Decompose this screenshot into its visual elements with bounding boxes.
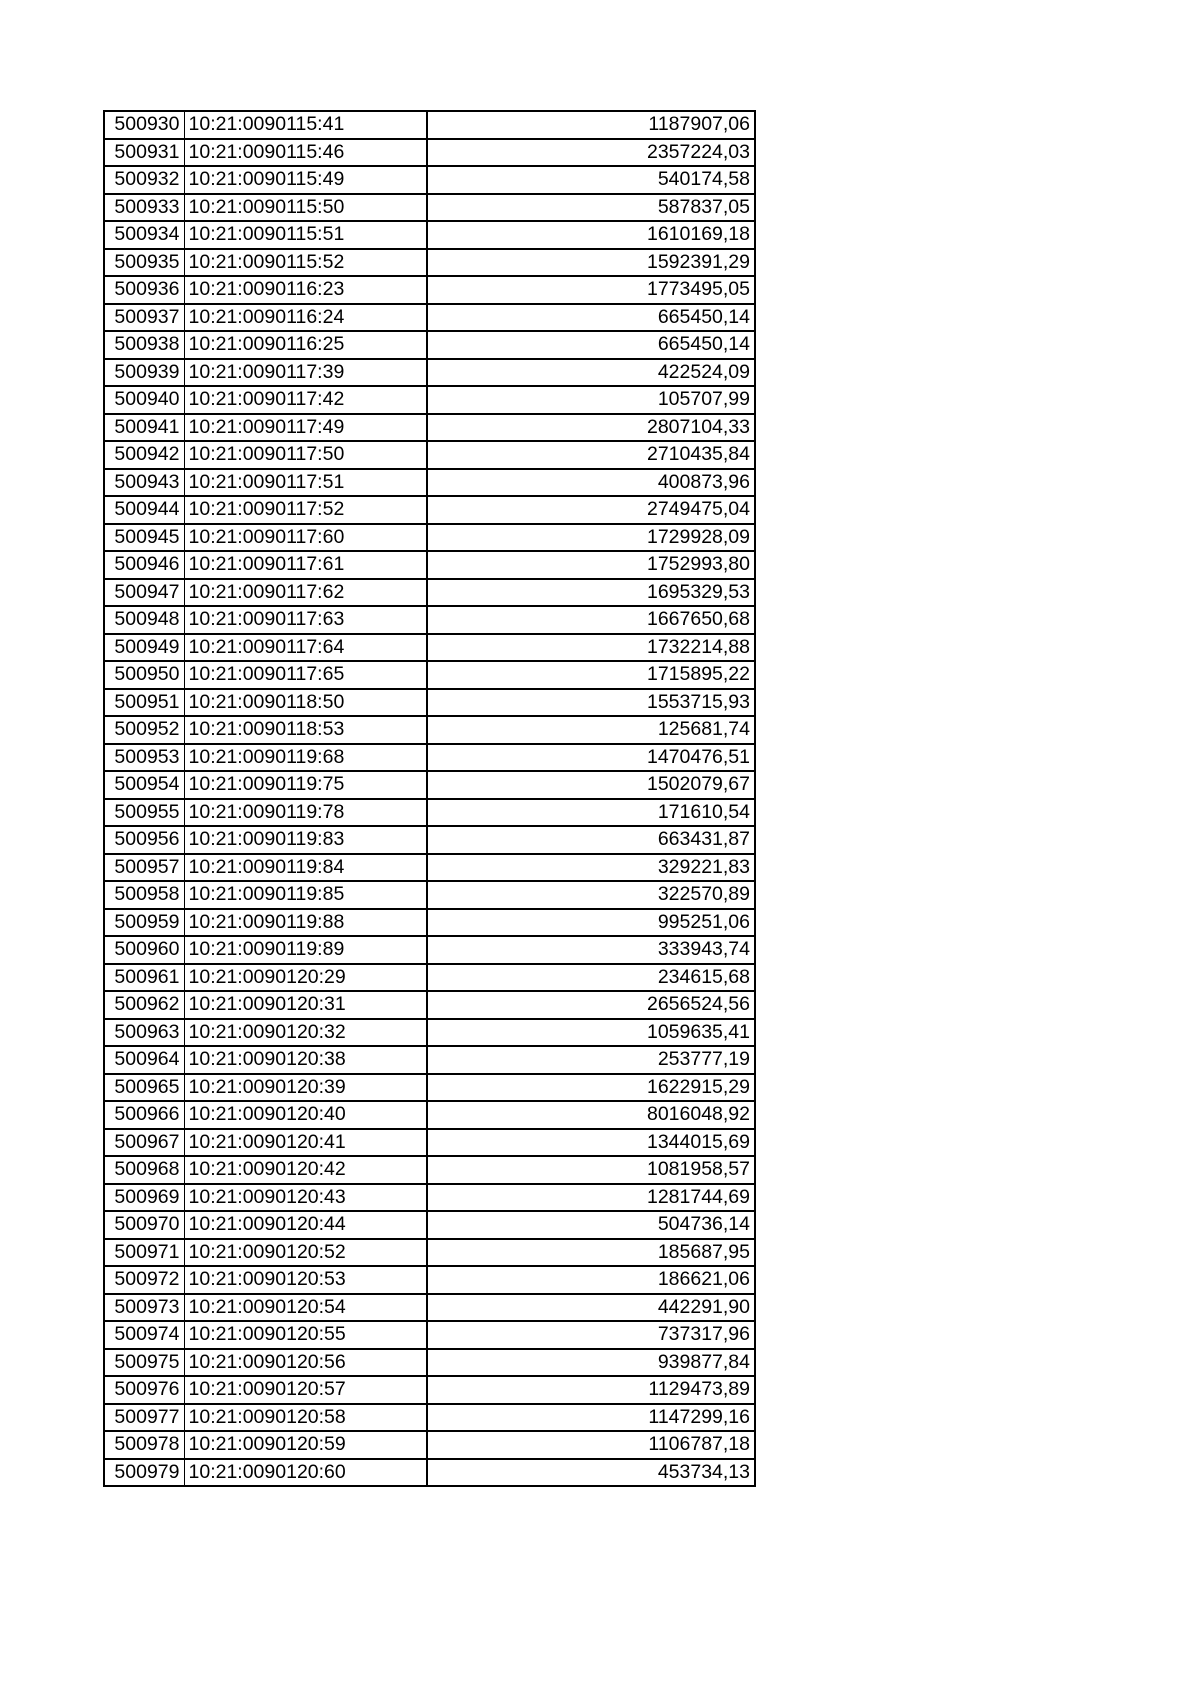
table-body: [104, 111, 755, 1486]
amount-cell: 1715895,22: [427, 661, 755, 689]
table-row: [104, 1349, 755, 1377]
cadastral-number-cell: 10:21:0090119:83: [184, 826, 427, 854]
cadastral-number-cell: 10:21:0090117:63: [184, 606, 427, 634]
table-row: [104, 139, 755, 167]
table-row: [104, 1074, 755, 1102]
amount-cell: 1732214,88: [427, 634, 755, 662]
amount-cell: 540174,58: [427, 166, 755, 194]
row-id-cell: 500967: [104, 1129, 184, 1157]
amount-cell: 1129473,89: [427, 1376, 755, 1404]
cadastral-number-cell: 10:21:0090117:61: [184, 551, 427, 579]
amount-cell: 1344015,69: [427, 1129, 755, 1157]
row-id-cell: 500961: [104, 964, 184, 992]
cadastral-number-cell: 10:21:0090120:58: [184, 1404, 427, 1432]
row-id-cell: 500956: [104, 826, 184, 854]
table-row: [104, 991, 755, 1019]
row-id-cell: 500940: [104, 386, 184, 414]
table-row: [104, 1101, 755, 1129]
cadastral-number-cell: 10:21:0090119:84: [184, 854, 427, 882]
table-row: [104, 414, 755, 442]
table-row: [104, 716, 755, 744]
amount-cell: 1187907,06: [427, 111, 755, 139]
cadastral-number-cell: 10:21:0090120:39: [184, 1074, 427, 1102]
cadastral-number-cell: 10:21:0090117:49: [184, 414, 427, 442]
row-id-cell: 500972: [104, 1266, 184, 1294]
row-id-cell: 500977: [104, 1404, 184, 1432]
cadastral-number-cell: 10:21:0090115:49: [184, 166, 427, 194]
cadastral-number-cell: 10:21:0090120:55: [184, 1321, 427, 1349]
table-row: [104, 1459, 755, 1487]
cadastral-number-cell: 10:21:0090116:23: [184, 276, 427, 304]
cadastral-number-cell: 10:21:0090120:32: [184, 1019, 427, 1047]
amount-cell: 1592391,29: [427, 249, 755, 277]
amount-cell: 442291,90: [427, 1294, 755, 1322]
table-row: [104, 111, 755, 139]
table-row: [104, 1019, 755, 1047]
row-id-cell: 500942: [104, 441, 184, 469]
table-row: [104, 1046, 755, 1074]
row-id-cell: 500954: [104, 771, 184, 799]
row-id-cell: 500968: [104, 1156, 184, 1184]
table-row: [104, 854, 755, 882]
amount-cell: 737317,96: [427, 1321, 755, 1349]
cadastral-number-cell: 10:21:0090120:57: [184, 1376, 427, 1404]
cadastral-number-cell: 10:21:0090115:52: [184, 249, 427, 277]
cadastral-number-cell: 10:21:0090120:41: [184, 1129, 427, 1157]
row-id-cell: 500950: [104, 661, 184, 689]
row-id-cell: 500979: [104, 1459, 184, 1487]
cadastral-number-cell: 10:21:0090120:38: [184, 1046, 427, 1074]
table-row: [104, 1156, 755, 1184]
cadastral-number-cell: 10:21:0090119:75: [184, 771, 427, 799]
document-page: [103, 110, 756, 1487]
row-id-cell: 500947: [104, 579, 184, 607]
table-row: [104, 469, 755, 497]
cadastral-number-cell: 10:21:0090117:42: [184, 386, 427, 414]
table-row: [104, 799, 755, 827]
amount-cell: 400873,96: [427, 469, 755, 497]
table-row: [104, 1211, 755, 1239]
cadastral-number-cell: 10:21:0090119:89: [184, 936, 427, 964]
row-id-cell: 500943: [104, 469, 184, 497]
table-row: [104, 936, 755, 964]
cadastral-number-cell: 10:21:0090119:68: [184, 744, 427, 772]
table-row: [104, 661, 755, 689]
table-row: [104, 359, 755, 387]
row-id-cell: 500933: [104, 194, 184, 222]
amount-cell: 1773495,05: [427, 276, 755, 304]
table-row: [104, 304, 755, 332]
amount-cell: 1622915,29: [427, 1074, 755, 1102]
table-row: [104, 881, 755, 909]
cadastral-number-cell: 10:21:0090117:62: [184, 579, 427, 607]
amount-cell: 253777,19: [427, 1046, 755, 1074]
cadastral-number-cell: 10:21:0090120:52: [184, 1239, 427, 1267]
cadastral-number-cell: 10:21:0090115:51: [184, 221, 427, 249]
amount-cell: 665450,14: [427, 331, 755, 359]
row-id-cell: 500955: [104, 799, 184, 827]
amount-cell: 1470476,51: [427, 744, 755, 772]
amount-cell: 1752993,80: [427, 551, 755, 579]
table-row: [104, 634, 755, 662]
cadastral-number-cell: 10:21:0090116:25: [184, 331, 427, 359]
row-id-cell: 500958: [104, 881, 184, 909]
table-row: [104, 524, 755, 552]
row-id-cell: 500964: [104, 1046, 184, 1074]
row-id-cell: 500976: [104, 1376, 184, 1404]
table-row: [104, 441, 755, 469]
amount-cell: 939877,84: [427, 1349, 755, 1377]
table-row: [104, 386, 755, 414]
row-id-cell: 500960: [104, 936, 184, 964]
row-id-cell: 500953: [104, 744, 184, 772]
row-id-cell: 500936: [104, 276, 184, 304]
table-row: [104, 1431, 755, 1459]
amount-cell: 125681,74: [427, 716, 755, 744]
row-id-cell: 500971: [104, 1239, 184, 1267]
amount-cell: 1502079,67: [427, 771, 755, 799]
amount-cell: 333943,74: [427, 936, 755, 964]
table-row: [104, 166, 755, 194]
cadastral-number-cell: 10:21:0090115:50: [184, 194, 427, 222]
cadastral-number-cell: 10:21:0090120:29: [184, 964, 427, 992]
table-row: [104, 1321, 755, 1349]
cadastral-number-cell: 10:21:0090118:50: [184, 689, 427, 717]
cadastral-number-cell: 10:21:0090115:46: [184, 139, 427, 167]
row-id-cell: 500957: [104, 854, 184, 882]
row-id-cell: 500973: [104, 1294, 184, 1322]
row-id-cell: 500934: [104, 221, 184, 249]
table-row: [104, 194, 755, 222]
amount-cell: 1147299,16: [427, 1404, 755, 1432]
table-row: [104, 1129, 755, 1157]
row-id-cell: 500969: [104, 1184, 184, 1212]
table-row: [104, 1184, 755, 1212]
table-row: [104, 964, 755, 992]
amount-cell: 105707,99: [427, 386, 755, 414]
row-id-cell: 500941: [104, 414, 184, 442]
row-id-cell: 500965: [104, 1074, 184, 1102]
amount-cell: 995251,06: [427, 909, 755, 937]
amount-cell: 1667650,68: [427, 606, 755, 634]
table-row: [104, 551, 755, 579]
cadastral-number-cell: 10:21:0090117:39: [184, 359, 427, 387]
amount-cell: 2656524,56: [427, 991, 755, 1019]
table-row: [104, 689, 755, 717]
table-row: [104, 826, 755, 854]
row-id-cell: 500974: [104, 1321, 184, 1349]
table-row: [104, 496, 755, 524]
cadastral-number-cell: 10:21:0090120:56: [184, 1349, 427, 1377]
amount-cell: 322570,89: [427, 881, 755, 909]
row-id-cell: 500963: [104, 1019, 184, 1047]
table-row: [104, 744, 755, 772]
table-row: [104, 276, 755, 304]
amount-cell: 2710435,84: [427, 441, 755, 469]
amount-cell: 2749475,04: [427, 496, 755, 524]
cadastral-number-cell: 10:21:0090117:51: [184, 469, 427, 497]
amount-cell: 234615,68: [427, 964, 755, 992]
amount-cell: 1729928,09: [427, 524, 755, 552]
table-row: [104, 1376, 755, 1404]
cadastral-number-cell: 10:21:0090117:50: [184, 441, 427, 469]
table-row: [104, 1404, 755, 1432]
amount-cell: 422524,09: [427, 359, 755, 387]
cadastral-number-cell: 10:21:0090119:85: [184, 881, 427, 909]
row-id-cell: 500962: [104, 991, 184, 1019]
amount-cell: 1281744,69: [427, 1184, 755, 1212]
row-id-cell: 500932: [104, 166, 184, 194]
cadastral-number-cell: 10:21:0090117:65: [184, 661, 427, 689]
row-id-cell: 500945: [104, 524, 184, 552]
cadastral-number-cell: 10:21:0090117:64: [184, 634, 427, 662]
cadastral-number-cell: 10:21:0090120:31: [184, 991, 427, 1019]
row-id-cell: 500975: [104, 1349, 184, 1377]
cadastral-number-cell: 10:21:0090119:78: [184, 799, 427, 827]
table-row: [104, 909, 755, 937]
row-id-cell: 500948: [104, 606, 184, 634]
amount-cell: 329221,83: [427, 854, 755, 882]
amount-cell: 186621,06: [427, 1266, 755, 1294]
amount-cell: 587837,05: [427, 194, 755, 222]
cadastral-number-cell: 10:21:0090116:24: [184, 304, 427, 332]
row-id-cell: 500949: [104, 634, 184, 662]
row-id-cell: 500951: [104, 689, 184, 717]
cadastral-number-cell: 10:21:0090115:41: [184, 111, 427, 139]
row-id-cell: 500978: [104, 1431, 184, 1459]
amount-cell: 504736,14: [427, 1211, 755, 1239]
row-id-cell: 500930: [104, 111, 184, 139]
cadastral-number-cell: 10:21:0090117:52: [184, 496, 427, 524]
table-row: [104, 1294, 755, 1322]
amount-cell: 2357224,03: [427, 139, 755, 167]
row-id-cell: 500970: [104, 1211, 184, 1239]
amount-cell: 1081958,57: [427, 1156, 755, 1184]
cadastral-number-cell: 10:21:0090120:40: [184, 1101, 427, 1129]
row-id-cell: 500931: [104, 139, 184, 167]
table-row: [104, 221, 755, 249]
amount-cell: 171610,54: [427, 799, 755, 827]
amount-cell: 453734,13: [427, 1459, 755, 1487]
amount-cell: 1695329,53: [427, 579, 755, 607]
amount-cell: 1106787,18: [427, 1431, 755, 1459]
row-id-cell: 500937: [104, 304, 184, 332]
cadastral-number-cell: 10:21:0090118:53: [184, 716, 427, 744]
cadastral-number-cell: 10:21:0090120:54: [184, 1294, 427, 1322]
table-row: [104, 1266, 755, 1294]
row-id-cell: 500944: [104, 496, 184, 524]
cadastral-number-cell: 10:21:0090120:44: [184, 1211, 427, 1239]
cadastral-number-cell: 10:21:0090117:60: [184, 524, 427, 552]
amount-cell: 665450,14: [427, 304, 755, 332]
row-id-cell: 500959: [104, 909, 184, 937]
amount-cell: 1059635,41: [427, 1019, 755, 1047]
table-row: [104, 1239, 755, 1267]
row-id-cell: 500952: [104, 716, 184, 744]
row-id-cell: 500935: [104, 249, 184, 277]
amount-cell: 185687,95: [427, 1239, 755, 1267]
row-id-cell: 500939: [104, 359, 184, 387]
row-id-cell: 500938: [104, 331, 184, 359]
cadastral-number-cell: 10:21:0090119:88: [184, 909, 427, 937]
cadastral-number-cell: 10:21:0090120:42: [184, 1156, 427, 1184]
table-row: [104, 579, 755, 607]
cadastral-number-cell: 10:21:0090120:53: [184, 1266, 427, 1294]
cadastral-number-cell: 10:21:0090120:43: [184, 1184, 427, 1212]
table-row: [104, 249, 755, 277]
amount-cell: 2807104,33: [427, 414, 755, 442]
amount-cell: 8016048,92: [427, 1101, 755, 1129]
data-table: [103, 110, 756, 1487]
amount-cell: 1610169,18: [427, 221, 755, 249]
cadastral-number-cell: 10:21:0090120:60: [184, 1459, 427, 1487]
amount-cell: 1553715,93: [427, 689, 755, 717]
table-row: [104, 331, 755, 359]
amount-cell: 663431,87: [427, 826, 755, 854]
cadastral-number-cell: 10:21:0090120:59: [184, 1431, 427, 1459]
table-row: [104, 606, 755, 634]
table-row: [104, 771, 755, 799]
row-id-cell: 500966: [104, 1101, 184, 1129]
row-id-cell: 500946: [104, 551, 184, 579]
